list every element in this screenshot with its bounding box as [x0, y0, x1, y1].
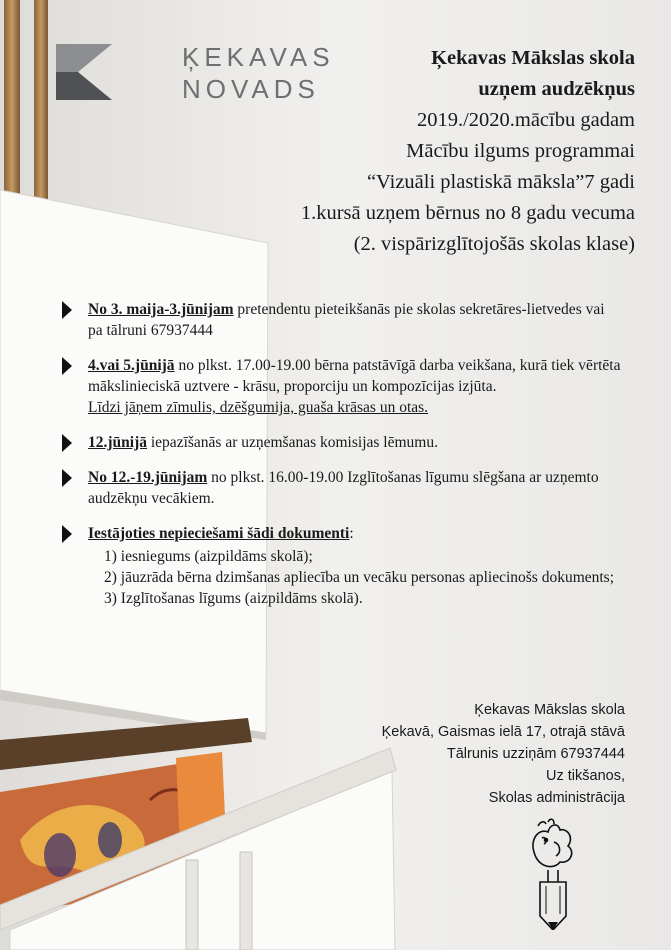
signature-administration: Skolas administrācija: [488, 790, 625, 806]
list-item: [62, 355, 622, 418]
bullet-arrow-icon: [62, 301, 72, 319]
logo-line-2: NOVADS: [182, 74, 320, 104]
bullet-arrow-icon: [62, 525, 72, 543]
supplies-note: Līdzi jāņem zīmulis, dzēšgumija, guaša krāsas un otas.: [88, 399, 429, 416]
list-item: [62, 432, 622, 453]
school-year: 2019./2020.mācību gadam: [416, 109, 635, 131]
test-text: no plkst. 17.00-19.00 bērna patstāvīgā darba veikšana, kurā tiek vērtēta mākslinieciskā uztvere - krāsu, proporciju un kompozīcijas izjūta.: [88, 357, 621, 395]
signature-phone: Tālrunis uzziņām 67937444: [446, 746, 625, 762]
list-item: [62, 467, 622, 509]
document-item: 2) jāuzrāda bērna dzimšanas apliecība un vecāku personas apliecinošs dokuments;: [104, 569, 615, 586]
admission-title: uzņem audzēkņus: [478, 78, 635, 100]
list-item: [62, 523, 622, 609]
documents-colon: :: [349, 525, 354, 542]
signature-greeting: Uz tikšanos,: [546, 768, 625, 784]
results-text: iepazīšanās ar uzņemšanas komisijas lēmumu.: [147, 434, 438, 451]
logo-line-1: ĶEKAVAS: [182, 42, 335, 72]
list-item: [62, 299, 622, 341]
bullet-arrow-icon: [62, 434, 72, 452]
signature-school-name: Ķekavas Mākslas skola: [474, 702, 625, 718]
test-date: 4.vai 5.jūnijā: [88, 357, 175, 374]
program-duration-label: Mācību ilgums programmai: [406, 140, 635, 162]
contract-text: no plkst. 16.00-19.00 Izglītošanas līgumu slēgšana ar uzņemto audzēkņu vecākiem.: [88, 469, 599, 507]
school-class-note: (2. vispārizglītojošās skolas klase): [353, 233, 635, 255]
announcement-heading: [301, 43, 635, 260]
results-date: 12.jūnijā: [88, 434, 147, 451]
bullet-arrow-icon: [62, 357, 72, 375]
contact-signature: [382, 699, 625, 809]
admission-steps-list: [62, 299, 622, 623]
document-item: 3) Izglītošanas līgums (aizpildāms skolā).: [104, 590, 363, 607]
program-name: “Vizuāli plastiskā māksla”7 gadi: [366, 171, 635, 193]
logo-k-mark-icon: [56, 44, 112, 100]
document-item: 1) iesniegums (aizpildāms skolā);: [104, 548, 313, 565]
contract-period: No 12.-19.jūnijam: [88, 469, 208, 486]
documents-heading: Iestājoties nepieciešami šādi dokumenti: [88, 525, 350, 542]
school-name-title: Ķekavas Mākslas skola: [431, 47, 635, 69]
documents-list: [88, 546, 622, 609]
signature-address: Ķekavā, Gaismas ielā 17, otrajā stāvā: [381, 724, 625, 740]
registration-text: pretendentu pieteikšanās pie skolas sekretāres-lietvedes vai pa tālruni 67937444: [88, 301, 605, 339]
rooster-pencil-emblem-icon: [524, 818, 584, 930]
age-requirement: 1.kursā uzņem bērnus no 8 gadu vecuma: [300, 202, 635, 224]
kekava-novads-logo: [56, 42, 335, 104]
bullet-arrow-icon: [62, 469, 72, 487]
registration-period: No 3. maija-3.jūnijam: [88, 301, 234, 318]
